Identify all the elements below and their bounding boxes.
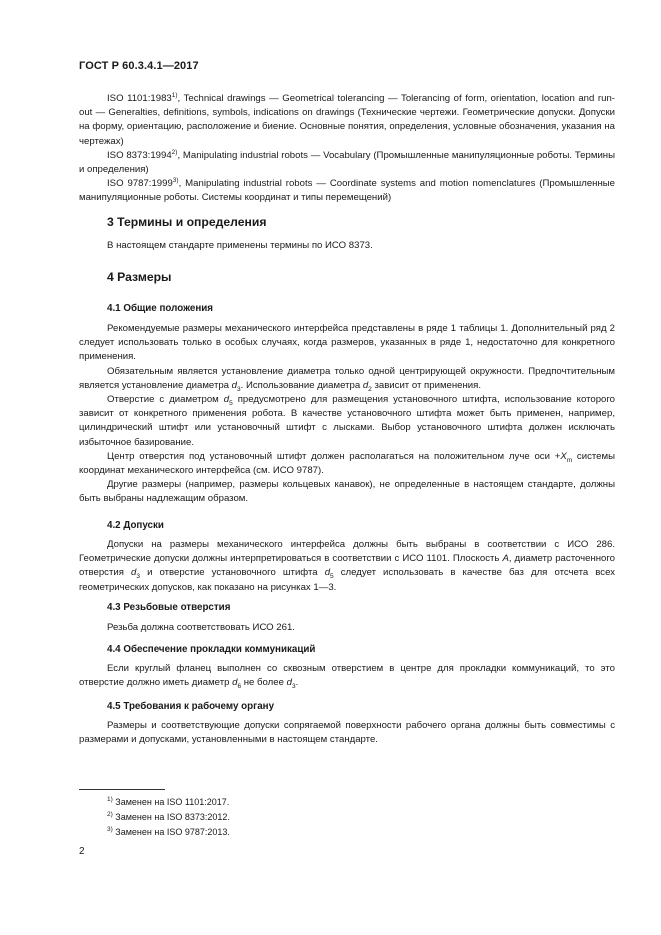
text: , диаметр расточенного отверстия (79, 553, 615, 579)
document-code-header: ГОСТ Р 60.3.4.1—2017 (79, 60, 199, 72)
subsection-4-5-heading: 4.5 Требования к рабочему органу (107, 701, 275, 712)
paragraph (79, 393, 615, 450)
reference-iso-8373 (79, 149, 615, 177)
footnote-3 (107, 827, 230, 837)
text: . (295, 677, 299, 689)
subscript: 3 (237, 385, 241, 393)
paragraph (79, 538, 615, 595)
subscript: 3 (136, 573, 140, 581)
symbol: d (324, 567, 331, 579)
subsection-4-1-heading: 4.1 Общие положения (107, 303, 214, 314)
subsection-4-4-body (79, 662, 615, 690)
footnote-text: Заменен на ISO 8373:2012. (115, 812, 230, 822)
symbol: d (232, 677, 238, 689)
footnote-mark: 1) (107, 796, 113, 803)
subscript: m (566, 456, 573, 464)
subsection-4-2-body (79, 538, 615, 595)
text: Центр отверстия под установочный штифт должен располагаться на положительном луче оси + (107, 450, 561, 462)
subscript: 5 (229, 399, 233, 407)
text: Обязательным является установление диаметра только одной центрирующей окружности. Предпочтительным является установление диаметра (79, 365, 615, 391)
reference-code: ISO 8373:1994 (107, 149, 172, 161)
subscript: 5 (330, 573, 334, 581)
reference-iso-1101 (79, 92, 615, 149)
footnote-mark: 3) (172, 177, 179, 185)
subsection-4-3-body (79, 621, 615, 635)
section-3-heading: 3 Термины и определения (107, 215, 267, 229)
paragraph (79, 662, 615, 690)
text: не более (241, 677, 287, 689)
reference-iso-9787 (79, 177, 615, 205)
reference-text: , Technical drawings — Geometrical tolerancing — Tolerancing of form, orientation, location and run-out — Generalties, definitions, symbols, indications on drawings (Технические чертежи. Геометрические допуски. Допуски на форму, ориентацию, расположение и биение. Основные понятия, определения, условные обозначения, указания на чертежах) (79, 93, 615, 147)
symbol: A (502, 553, 509, 565)
footnote-text: Заменен на ISO 1101:2017. (115, 797, 230, 807)
symbol: d (223, 394, 230, 406)
text: . Использование диаметра (240, 379, 363, 391)
text: предусмотрено для размещения установочного штифта, использование которого зависит от конкретного применения робота. В качестве установочного штифта может быть применен, например, цилиндрический штифт или установочный штифт с лысками. Выбор установочного штифта должен исключать избыточное базирование. (79, 394, 616, 448)
text: Отверстие с диаметром (107, 394, 224, 406)
subsection-4-5-body (79, 719, 615, 747)
reference-text: , Manipulating industrial robots — Vocabulary (Промышленные манипуляционные роботы. Термины и определения) (79, 149, 615, 176)
footnote-1 (107, 797, 229, 807)
paragraph: Другие размеры (например, размеры кольцевых канавок), не определенные в настоящем стандарте, должны быть выбраны надлежащим образом. (79, 479, 615, 505)
section-4-heading: 4 Размеры (107, 270, 172, 284)
page-number: 2 (79, 846, 85, 857)
subscript: 6 (237, 683, 242, 691)
paragraph: Резьба должна соответствовать ИСО 261. (107, 622, 295, 633)
symbol: d (131, 567, 137, 579)
reference-code: ISO 9787:1999 (107, 178, 173, 190)
symbol: X (560, 450, 567, 462)
subsection-4-4-heading: 4.4 Обеспечение прокладки коммуникаций (107, 644, 316, 655)
text: зависит от применения. (371, 379, 482, 391)
text: Если круглый фланец выполнен со сквозным отверстием в центре для прокладки коммуникаций, то это отверстие должно иметь диаметр (79, 663, 615, 689)
footnote-separator (79, 789, 165, 790)
section-3-body (79, 239, 615, 253)
text: и отверстие установочного штифта (139, 567, 325, 579)
subscript: 2 (368, 385, 372, 393)
symbol: d (231, 379, 238, 391)
paragraph: Рекомендуемые размеры механического интерфейса представлены в ряде 1 таблицы 1. Дополнительный ряд 2 следует использовать только в особых случаях, когда размеров, указанных в ряде 1, недостаточно для конкретного применения. (79, 323, 615, 363)
paragraph: Размеры и соответствующие допуски сопрягаемой поверхности рабочего органа должны быть совместимы с размерами и допусками, установленными в настоящем стандарте. (79, 720, 615, 746)
symbol: d (286, 677, 292, 689)
footnote-mark: 1) (171, 91, 178, 99)
reference-text: , Manipulating industrial robots — Coordinate systems and motion nomenclatures (Промышленные манипуляционные роботы. Системы координат и типы перемещений) (79, 178, 615, 204)
footnote-2 (107, 812, 230, 822)
normative-references (79, 92, 615, 206)
symbol: d (362, 379, 369, 391)
section-3-paragraph: В настоящем стандарте применены термины по ИСО 8373. (107, 240, 373, 251)
subsection-4-2-heading: 4.2 Допуски (107, 520, 164, 531)
footnote-text: Заменен на ISO 9787:2013. (115, 827, 230, 837)
footnote-mark: 2) (107, 811, 113, 818)
footnote-mark: 2) (171, 148, 178, 156)
paragraph (79, 450, 615, 478)
paragraph (79, 365, 615, 393)
subsection-4-1-body (79, 322, 615, 507)
text: Допуски на размеры механического интерфейса должны быть выбраны в соответствии с ИСО 286. Геометрические допуски должны интерпретироваться в соответствии с ИСО 1101. Плоскость (79, 539, 615, 565)
text: системы координат механического интерфейса (см. ИСО 9787). (79, 450, 616, 477)
subscript: 3 (291, 683, 296, 691)
subsection-4-3-heading: 4.3 Резьбовые отверстия (107, 602, 231, 613)
text: следует использовать в качестве баз для отсчета всех геометрических допусков, как показано на рисунках 1—3. (79, 567, 615, 593)
reference-code: ISO 1101:1983 (107, 93, 172, 104)
footnote-mark: 3) (107, 826, 113, 833)
